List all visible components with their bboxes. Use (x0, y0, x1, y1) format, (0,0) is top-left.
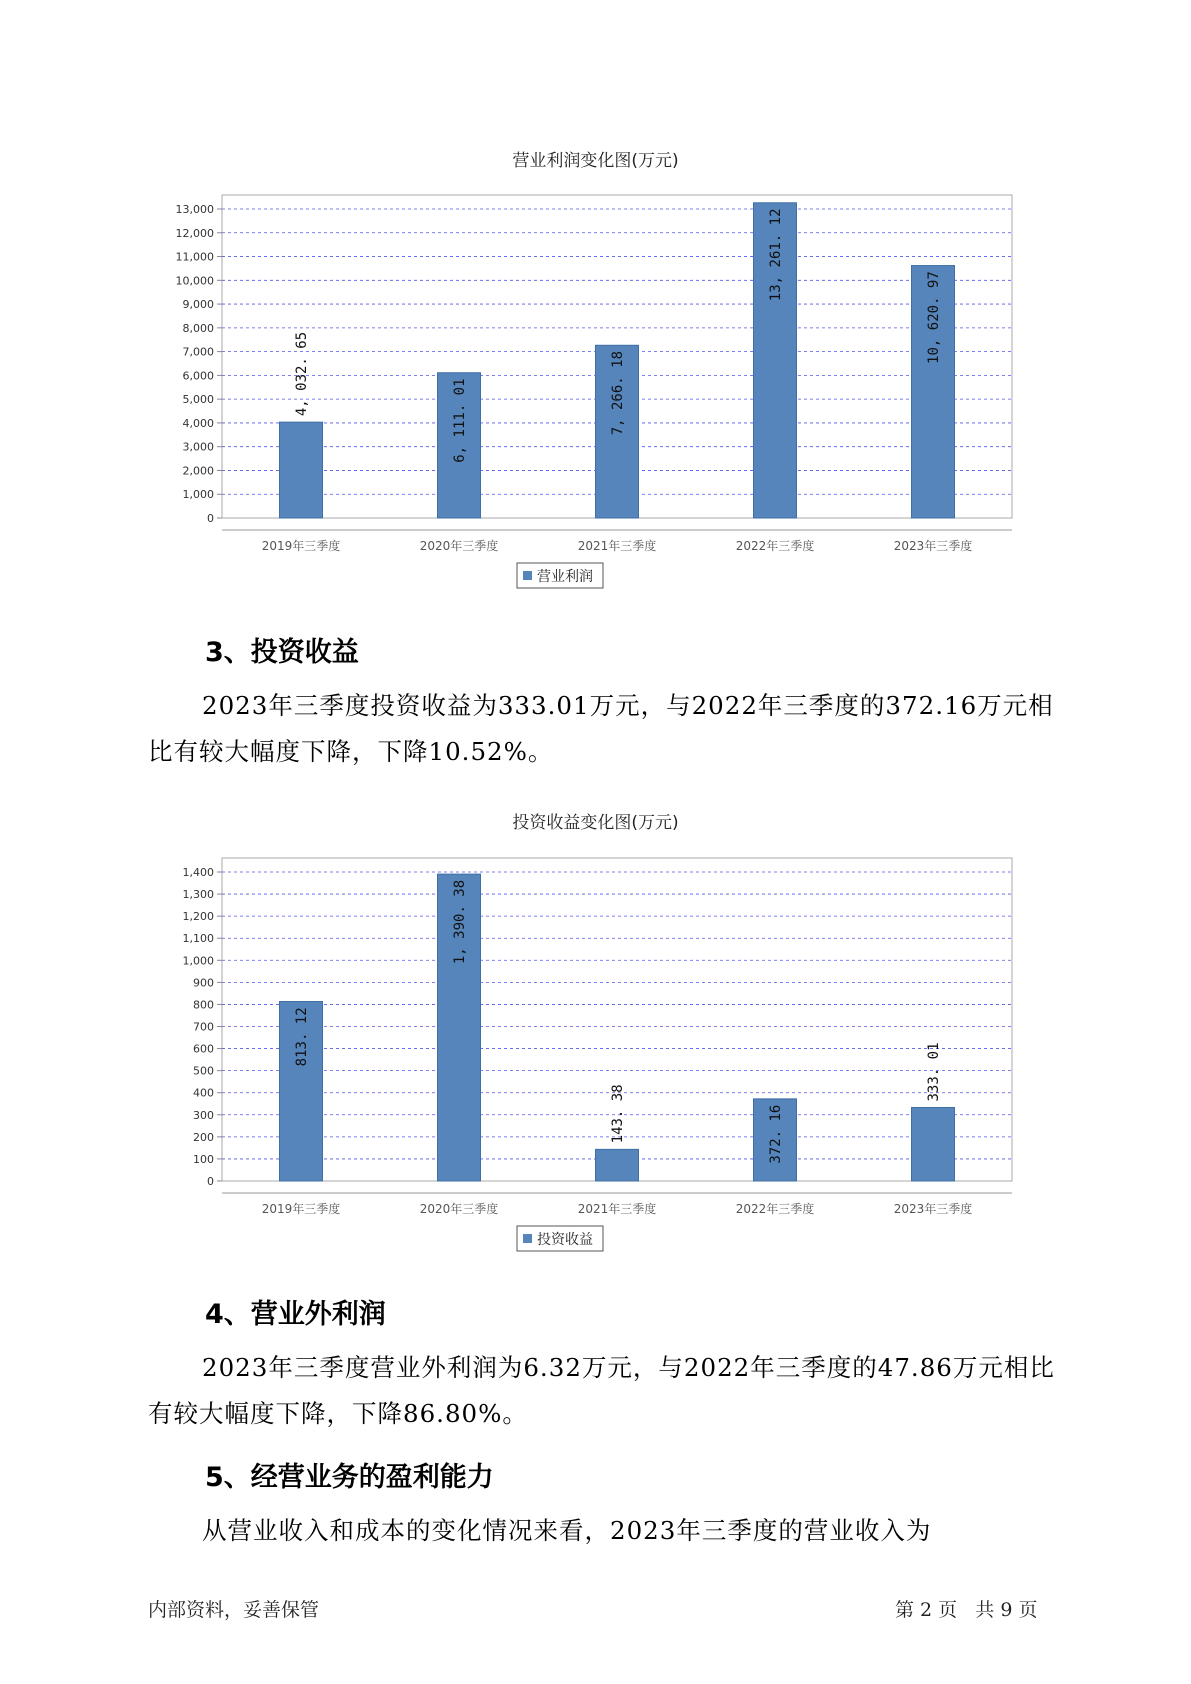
y-tick-label: 12,000 (175, 226, 214, 240)
category-label: 2023年三季度 (893, 539, 973, 553)
bar-value-label: 10, 620. 97 (926, 271, 942, 364)
section-3-heading: 3、投资收益 (205, 637, 359, 668)
category-label: 2020年三季度 (419, 539, 499, 553)
y-tick-label: 1,000 (182, 488, 214, 502)
section-5-heading: 5、经营业务的盈利能力 (205, 1462, 494, 1493)
y-tick-label: 2,000 (182, 464, 214, 478)
category-label: 2019年三季度 (261, 539, 341, 553)
bar (596, 1149, 639, 1181)
y-tick-label: 11,000 (175, 250, 214, 264)
y-tick-label: 0 (207, 1175, 214, 1188)
bar-value-label: 1, 390. 38 (452, 879, 468, 965)
chart2-title: 投资收益变化图(万元) (512, 813, 679, 833)
legend-swatch (523, 571, 532, 580)
y-tick-label: 200 (193, 1130, 214, 1144)
legend (517, 563, 603, 588)
bar-value-label: 6, 111. 01 (452, 378, 468, 463)
bar (280, 422, 323, 518)
category-label: 2021年三季度 (577, 539, 657, 553)
y-tick-label: 700 (193, 1020, 214, 1034)
y-tick-label: 1,300 (182, 888, 214, 902)
bar-value-label: 372. 16 (768, 1104, 784, 1164)
y-tick-label: 800 (193, 998, 214, 1012)
bar-value-label: 7, 266. 18 (610, 350, 626, 436)
y-tick-label: 100 (193, 1152, 214, 1166)
y-tick-label: 300 (193, 1108, 214, 1122)
y-tick-label: 10,000 (175, 274, 214, 288)
y-tick-label: 4,000 (182, 416, 214, 430)
y-tick-label: 600 (193, 1042, 214, 1056)
y-tick-label: 7,000 (182, 345, 214, 359)
y-tick-label: 3,000 (182, 440, 214, 454)
section-4-paragraph: 2023年三季度营业外利润为6.32万元，与2022年三季度的47.86万元相比有较大幅度下降，下降86.80%。 (148, 1353, 1055, 1428)
y-tick-label: 400 (193, 1086, 214, 1100)
y-tick-label: 0 (207, 512, 214, 525)
bar (912, 1108, 955, 1182)
y-tick-label: 500 (193, 1064, 214, 1078)
y-tick-label: 1,400 (182, 866, 214, 879)
y-tick-label: 1,200 (182, 910, 214, 924)
y-tick-label: 5,000 (182, 393, 214, 407)
y-tick-label: 13,000 (175, 203, 214, 216)
section-4-heading: 4、营业外利润 (205, 1299, 386, 1330)
bar-value-label: 333. 01 (926, 1042, 942, 1102)
investment-income-chart (0, 843, 1191, 1263)
y-tick-label: 9,000 (182, 298, 214, 312)
y-tick-label: 6,000 (182, 369, 214, 383)
section-3-paragraph: 2023年三季度投资收益为333.01万元，与2022年三季度的372.16万元相比有较大幅度下降，下降10.52%。 (148, 691, 1054, 766)
operating-profit-chart (0, 180, 1191, 600)
bar-value-label: 143. 38 (610, 1084, 626, 1144)
category-label: 2022年三季度 (735, 539, 815, 553)
legend (517, 1226, 603, 1251)
bar-value-label: 4, 032. 65 (294, 331, 310, 417)
bar-value-label: 813. 12 (294, 1007, 310, 1067)
category-label: 2019年三季度 (261, 1202, 341, 1216)
y-tick-label: 900 (193, 976, 214, 990)
category-label: 2022年三季度 (735, 1202, 815, 1216)
category-label: 2021年三季度 (577, 1202, 657, 1216)
footer-page-number: 第 2 页 共 9 页 (895, 1599, 1038, 1621)
y-tick-label: 1,100 (182, 932, 214, 946)
y-tick-label: 1,000 (182, 954, 214, 968)
category-label: 2020年三季度 (419, 1202, 499, 1216)
legend-swatch (523, 1234, 532, 1243)
footer-confidential-note: 内部资料，妥善保管 (148, 1599, 320, 1621)
section-5-paragraph: 从营业收入和成本的变化情况来看，2023年三季度的营业收入为 (202, 1516, 932, 1545)
bar-value-label: 13, 261. 12 (768, 208, 784, 302)
category-label: 2023年三季度 (893, 1202, 973, 1216)
chart1-title: 营业利润变化图(万元) (512, 151, 679, 171)
y-tick-label: 8,000 (182, 321, 214, 335)
legend-label: 营业利润 (537, 569, 593, 585)
legend-label: 投资收益 (537, 1232, 593, 1248)
